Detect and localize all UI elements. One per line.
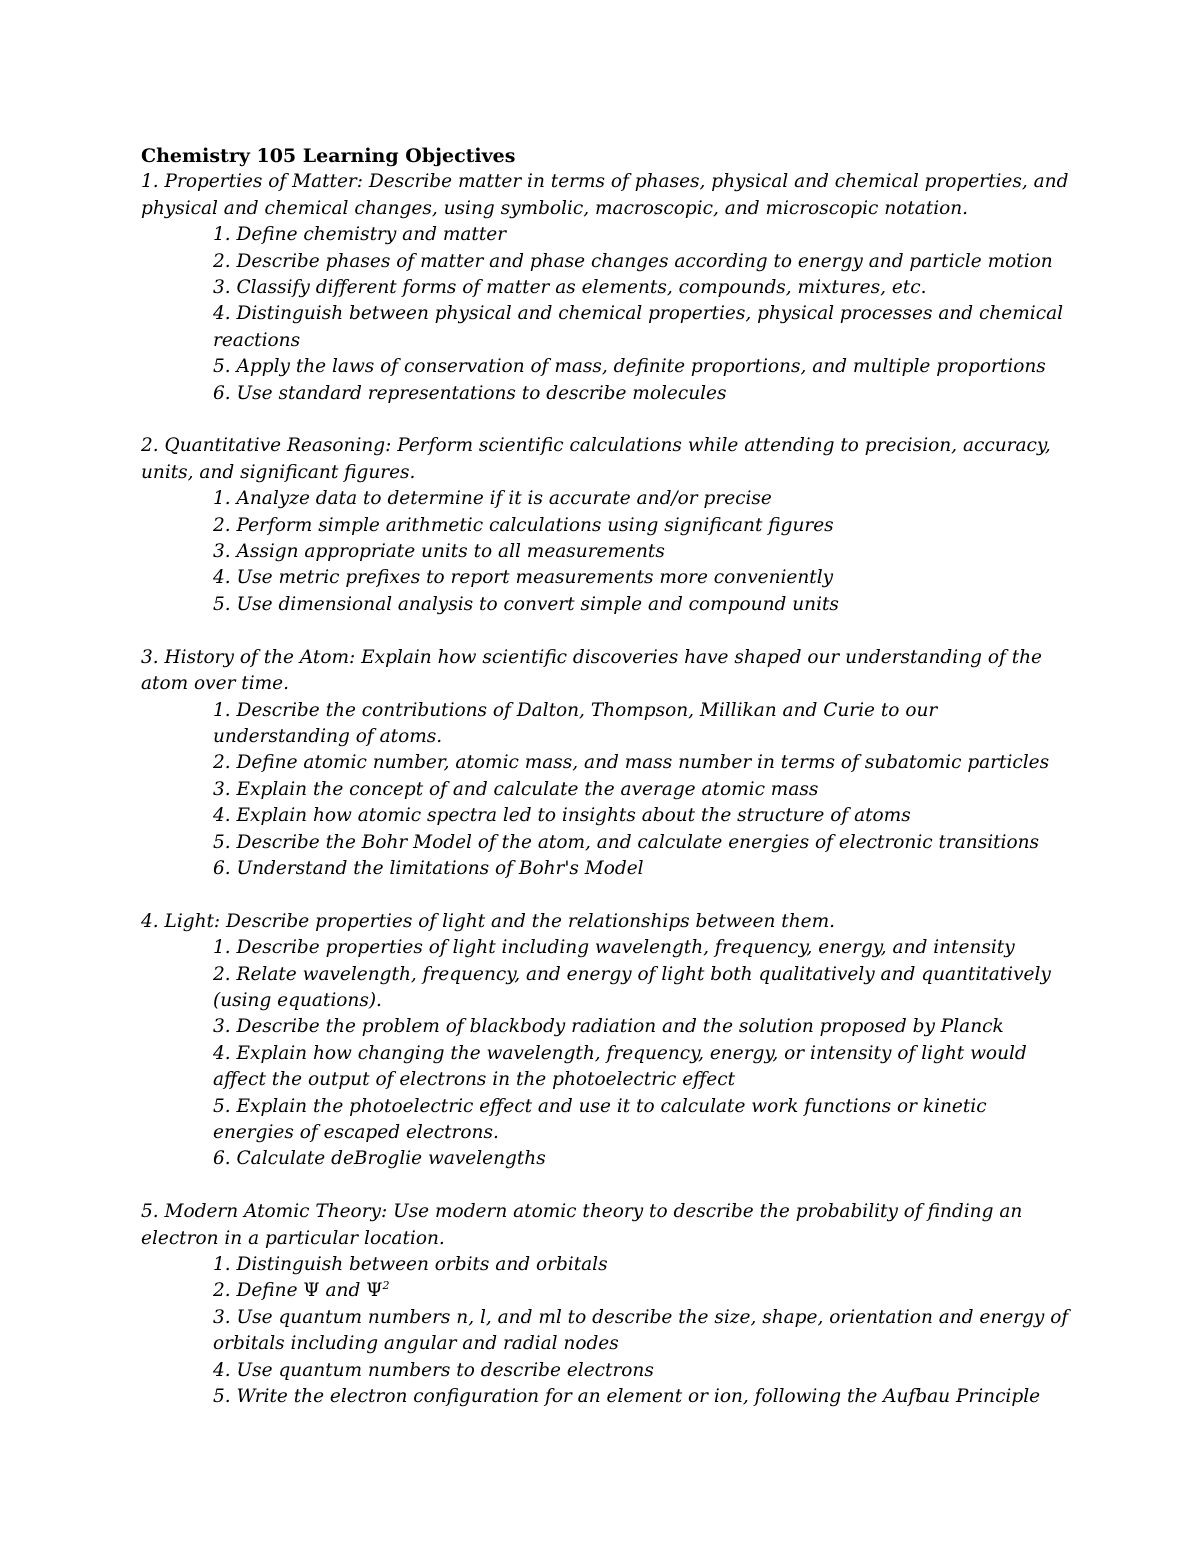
objective-item: 3. Describe the problem of blackbody radiation and the solution proposed by Planck [213,1016,1004,1038]
objective-item: 4. Explain how changing the wavelength, frequency, energy, or intensity of light would affect the output of electrons in the photoelectric effect [213,1042,1027,1091]
objective-item: 5. Use dimensional analysis to convert simple and compound units [213,593,839,615]
objective-item: 1. Analyze data to determine if it is accurate and/or precise [213,488,772,510]
objective-item: 1. Describe properties of light including wavelength, frequency, energy, and intensity [213,937,1015,959]
objective-item: 2. Define atomic number, atomic mass, and mass number in terms of subatomic particles [213,752,1050,774]
objective-item: 3. Classify different forms of matter as elements, compounds, mixtures, etc. [213,277,927,299]
section-heading: 5. Modern Atomic Theory: Use modern atomic theory to describe the probability of finding an electron in a particular location. [141,1201,1023,1249]
objective-item: 3. Explain the concept of and calculate the average atomic mass [213,778,819,800]
psi-symbol: Ψ [303,1280,320,1302]
objective-item: 5. Describe the Bohr Model of the atom, and calculate energies of electronic transitions [213,831,1040,853]
objective-item: 1. Distinguish between orbits and orbitals [213,1254,608,1275]
objective-item: 2. Describe phases of matter and phase changes according to energy and particle motion [213,250,1053,272]
objective-item: 4. Distinguish between physical and chemical properties, physical processes and chemical reactions [213,303,1064,351]
objective-item: 4. Explain how atomic spectra led to insights about the structure of atoms [213,805,911,827]
objective-item-define-psi [213,1278,1071,1304]
objective-item: 2. Perform simple arithmetic calculations using significant figures [213,514,834,536]
objective-item: 5. Write the electron configuration for an element or ion, following the Aufbau Principle [213,1386,1041,1408]
document-title: Chemistry 105 Learning Objectives [141,145,516,167]
psi-objective-middle: and [319,1280,367,1302]
section-modern-atomic-theory [141,1199,1071,1410]
section-properties-of-matter [141,169,1071,407]
objective-item: 6. Understand the limitations of Bohr's Model [213,857,644,879]
psi-squared-symbol: Ψ [366,1280,383,1302]
objective-item: 3. Assign appropriate units to all measurements [213,541,665,563]
section-light [141,909,1071,1173]
objective-item: 6. Calculate deBroglie wavelengths [213,1148,546,1170]
objective-item: 6. Use standard representations to describe molecules [213,382,727,404]
objective-item: 5. Apply the laws of conservation of mass, definite proportions, and multiple proportions [213,356,1046,378]
objective-item: 1. Define chemistry and matter [213,224,507,246]
section-heading: 1. Properties of Matter: Describe matter in terms of phases, physical and chemical properties, and physical and chemical changes, using symbolic, macroscopic, and microscopic notation. [141,171,1069,219]
objective-item: 5. Explain the photoelectric effect and use it to calculate work functions or kinetic energies of escaped electrons. [213,1095,987,1143]
section-heading: 4. Light: Describe properties of light and the relationships between them. [141,910,836,932]
psi-superscript: 2 [382,1279,390,1293]
section-history-of-the-atom [141,645,1071,883]
objective-item: 2. Relate wavelength, frequency, and energy of light both qualitatively and quantitatively (using equations). [213,963,1051,1011]
section-quantitative-reasoning [141,433,1071,618]
section-heading: 2. Quantitative Reasoning: Perform scientific calculations while attending to precision, accuracy, units, and significant figures. [141,435,1051,483]
psi-objective-prefix: 2. Define [213,1280,304,1302]
objective-item: 3. Use quantum numbers n, l, and ml to describe the size, shape, orientation and energy of orbitals including angular and radial nodes [213,1306,1069,1355]
section-heading: 3. History of the Atom: Explain how scientific discoveries have shaped our understanding of the atom over time. [141,646,1042,695]
document-body [141,143,1071,1437]
objective-item: 4. Use quantum numbers to describe electrons [213,1359,654,1381]
objective-item: 4. Use metric prefixes to report measurements more conveniently [213,567,834,589]
objective-item: 1. Describe the contributions of Dalton, Thompson, Millikan and Curie to our understanding of atoms. [213,699,938,747]
